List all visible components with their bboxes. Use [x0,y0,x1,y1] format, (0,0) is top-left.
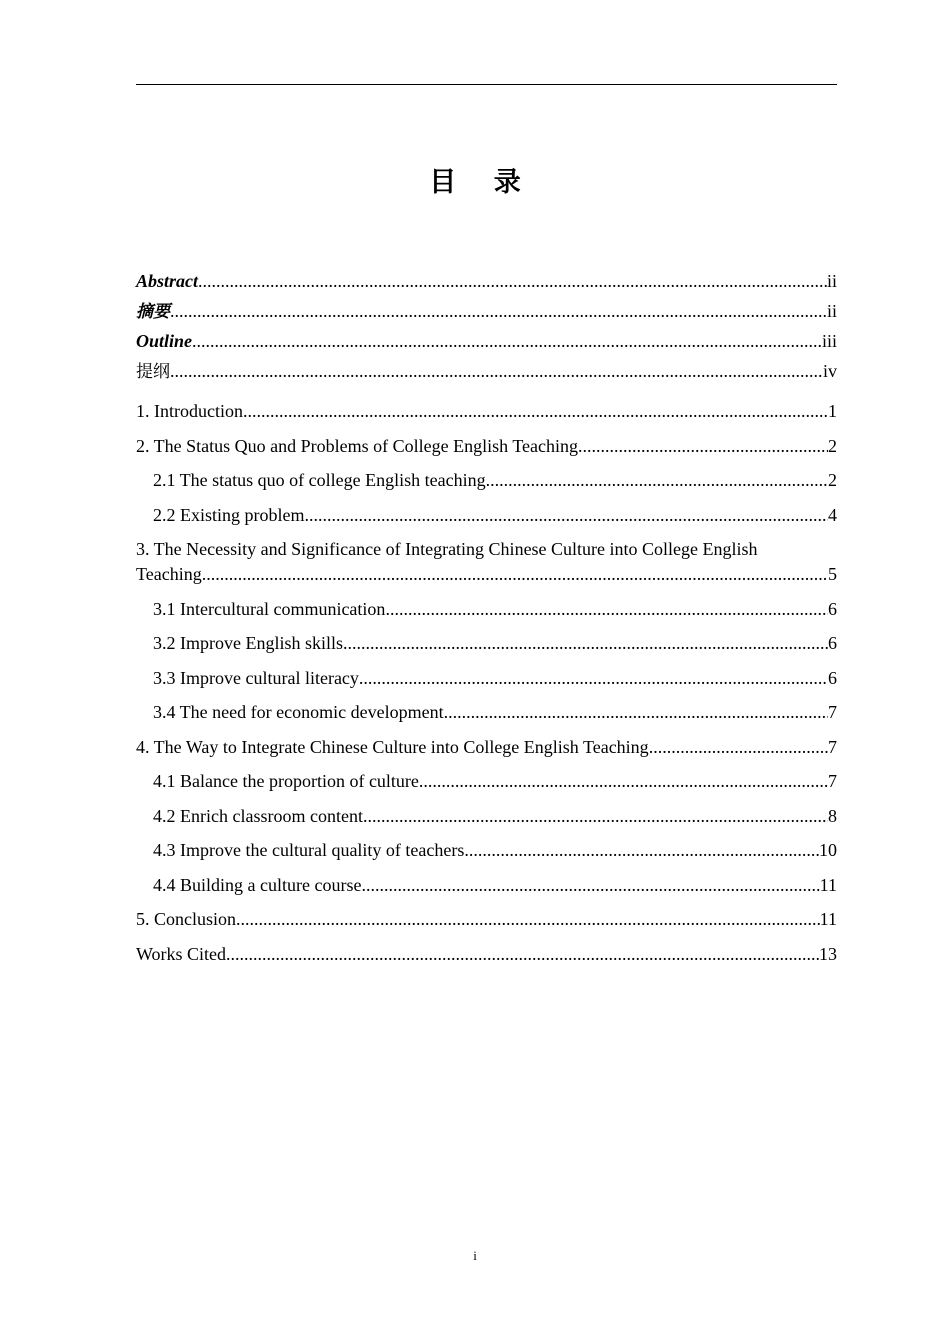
toc-label: Works Cited [136,943,227,964]
toc-entry-section-3-4[interactable] [136,701,837,723]
toc-entry-section-4-1[interactable] [136,770,837,792]
dot-leader [649,736,828,758]
dot-leader [236,908,820,930]
toc-page: 13 [819,943,837,964]
toc-label: 3.3 Improve cultural literacy [153,667,359,688]
toc-label: 1. Introduction [136,401,243,421]
toc-entry-section-3-2[interactable] [136,632,837,654]
dot-leader [359,667,828,689]
toc-page: ii [826,271,837,291]
dot-leader [343,632,828,654]
toc-label: Outline [136,331,193,351]
dot-leader [419,770,828,792]
dot-leader [464,839,819,861]
toc-label: 4.1 Balance the proportion of culture [153,771,419,791]
toc-page: iii [821,331,837,351]
toc-label: 提纲 [136,362,170,382]
toc-label: 4.4 Building a culture course [153,874,362,895]
toc-label: 2. The Status Quo and Problems of College English Teaching [136,435,579,456]
toc-page: 8 [828,805,837,826]
dot-leader [198,270,827,292]
dot-leader [486,469,828,491]
toc-page: 1 [828,401,837,421]
toc-label: 2.1 The status quo of college English teaching [153,470,486,490]
toc-entry-abstract[interactable] [136,270,837,300]
toc-label: Abstract [136,271,199,291]
toc-entry-section-3-1[interactable] [136,598,837,620]
dot-leader [305,504,829,526]
toc-page: 6 [828,667,837,688]
dot-leader [578,435,828,457]
dot-leader [226,943,819,965]
table-of-contents [136,270,837,965]
dot-leader [192,330,822,352]
toc-entry-section-4-3[interactable] [136,839,837,861]
dot-leader [202,563,828,585]
toc-entry-section-4-2[interactable] [136,805,837,827]
toc-page: 6 [828,633,837,653]
dot-leader [170,360,823,382]
toc-entry-outline[interactable] [136,330,837,360]
toc-label: 3.4 The need for economic development [153,702,444,722]
toc-page: 11 [819,909,837,929]
dot-leader [363,805,828,827]
toc-label-line-2: Teaching [136,564,202,584]
toc-page: 11 [819,874,837,895]
toc-entry-chapter-4[interactable] [136,736,837,758]
toc-entry-section-4-4[interactable] [136,874,837,896]
toc-page: ii [826,301,837,321]
toc-entry-section-2-2[interactable] [136,504,837,526]
toc-page: iv [822,361,837,381]
toc-label: 5. Conclusion [136,909,237,929]
page-number: i [473,1248,477,1263]
toc-page: 5 [828,564,837,584]
toc-page: 4 [828,504,837,525]
toc-entry-section-3-3[interactable] [136,667,837,689]
toc-entry-zhaiyao[interactable] [136,300,837,330]
toc-label: 3.2 Improve English skills [153,633,343,653]
toc-page: 2 [828,470,837,490]
toc-label-line-1: 3. The Necessity and Significance of Integrating Chinese Culture into College English [136,539,758,559]
toc-page: 10 [819,840,837,860]
toc-entry-conclusion[interactable] [136,908,837,930]
toc-entry-chapter-3[interactable] [136,538,837,585]
toc-label: 4. The Way to Integrate Chinese Culture into College English Teaching [136,736,649,757]
page-title: 目 录 [429,167,535,198]
dot-leader [385,598,828,620]
toc-page: 7 [828,736,837,757]
toc-entry-works-cited[interactable] [136,943,837,965]
toc-label: 3.1 Intercultural communication [153,598,386,619]
toc-entry-tigang[interactable] [136,360,837,390]
toc-label: 4.2 Enrich classroom content [153,805,363,826]
toc-entry-introduction[interactable] [136,400,837,422]
toc-page: 6 [828,598,837,619]
dot-leader [444,701,828,723]
header-rule [136,84,837,85]
toc-label: 4.3 Improve the cultural quality of teachers [153,840,465,860]
toc-label: 摘要 [136,302,170,322]
dot-leader [243,400,828,422]
dot-leader [361,874,819,896]
toc-page: 7 [828,771,837,791]
toc-page: 7 [828,702,837,722]
toc-label: 2.2 Existing problem [153,504,305,525]
toc-entry-chapter-2[interactable] [136,435,837,457]
toc-entry-section-2-1[interactable] [136,469,837,491]
toc-page: 2 [828,435,837,456]
dot-leader [170,300,827,322]
